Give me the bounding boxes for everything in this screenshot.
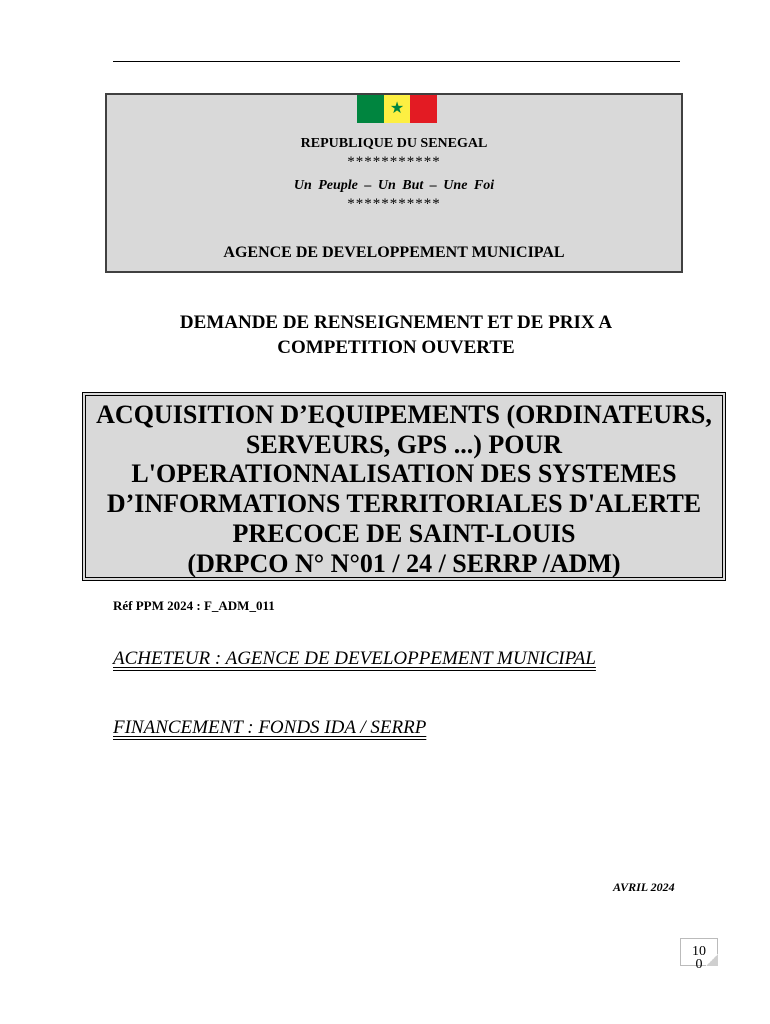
agency-name: AGENCE DE DEVELOPPEMENT MUNICIPAL (223, 244, 565, 261)
document-title-box (82, 392, 726, 581)
page-number-line-1: 10 (692, 944, 706, 959)
header-box (105, 93, 683, 273)
title-line-1: ACQUISITION D’EQUIPEMENTS (ORDINATEURS, (96, 400, 712, 429)
title-line-6: (DRPCO N° N°01 / 24 / SERRP /ADM) (187, 548, 621, 578)
buyer-line: ACHETEUR : AGENCE DE DEVELOPPEMENT MUNICIPAL (113, 648, 596, 669)
funding-line: FINANCEMENT : FONDS IDA / SERRP (113, 717, 427, 738)
stars-separator-top: *********** (347, 154, 441, 170)
page-number-line-2: 0 (695, 957, 703, 972)
page-number (680, 938, 718, 972)
stars-separator-bottom: *********** (347, 196, 441, 212)
document-date: AVRIL 2024 (613, 880, 675, 894)
top-rule (113, 61, 680, 62)
page-curl-icon (706, 954, 718, 966)
reference-number: Réf PPM 2024 : F_ADM_011 (113, 598, 275, 613)
title-line-4: D’INFORMATIONS TERRITORIALES D'ALERTE (106, 489, 702, 519)
title-line-2: SERVEURS, GPS ...) POUR (245, 429, 563, 459)
request-heading (100, 310, 692, 360)
request-line-2: COMPETITION OUVERTE (277, 337, 515, 358)
star-icon: ★ (389, 98, 405, 117)
title-line-5: PRECOCE DE SAINT-LOUIS (232, 518, 576, 548)
senegal-flag-icon (357, 95, 437, 123)
request-line-1: DEMANDE DE RENSEIGNEMENT ET DE PRIX A (179, 312, 613, 333)
title-line-3: L'OPERATIONNALISATION DES SYSTEMES (131, 459, 677, 489)
republic-name: REPUBLIQUE DU SENEGAL (300, 136, 488, 151)
national-motto: Un Peuple – Un But – Une Foi (293, 178, 495, 193)
